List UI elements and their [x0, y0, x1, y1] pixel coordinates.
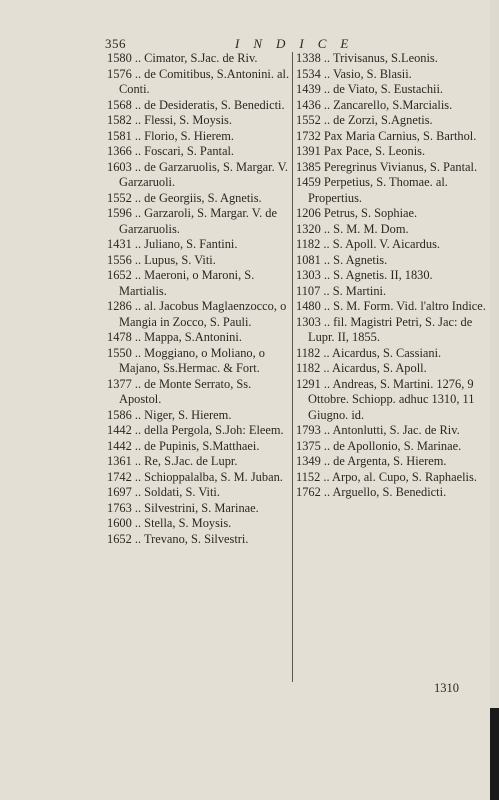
index-entry: 1478 .. Mappa, S.Antonini.	[107, 330, 242, 344]
index-entry: 1361 .. Re, S.Jac. de Lupr.	[107, 454, 238, 468]
index-entry: 1568 .. de Desideratis, S. Benedicti.	[107, 97, 285, 112]
page-title: INDICE	[235, 36, 363, 51]
index-entry: 1552 .. de Georgiis, S. Agnetis.	[107, 190, 262, 205]
index-entry: 1107 .. S. Martini.	[296, 283, 387, 298]
index-entry: 1576 .. de Comitibus, S.Antonini. al. Conti.	[107, 66, 290, 96]
index-entry: 1442 .. della Pergola, S.Joh: Eleem.	[107, 423, 284, 437]
index-entry: 1182 .. Aicardus, S. Apoll.	[296, 361, 427, 375]
index-entry: 1366 .. Foscari, S. Pantal.	[107, 144, 234, 158]
index-entry: 1793 .. Antonlutti, S. Jac. de Riv.	[296, 423, 460, 437]
index-entry: 1338 .. Trivisanus, S.Leonis.	[296, 51, 438, 65]
index-entry: 1291 .. Andreas, S. Martini. 1276, 9 Ottobre. Schiopp. adhuc 1310, 11 Giugno. id.	[296, 376, 475, 422]
index-entry: 1652 .. Trevano, S. Silvestri.	[107, 531, 249, 546]
index-entry: 1586 .. Niger, S. Hierem.	[107, 407, 232, 422]
index-entry: 1581 .. Florio, S. Hierem.	[107, 128, 234, 143]
index-entry: 1552 .. de Zorzi, S.Agnetis.	[296, 113, 433, 127]
index-entry: 1652 .. Maeroni, o Maroni, S. Martialis.	[107, 268, 255, 298]
index-entry: 1303 .. fil. Magistri Petri, S. Jac: de Lupr. II, 1855.	[296, 314, 473, 344]
index-entry: 1732 Pax Maria Carnius, S. Barthol.	[296, 128, 477, 143]
index-entry: 1152 .. Arpo, al. Cupo, S. Raphaelis.	[296, 469, 477, 484]
index-entry: 1431 .. Juliano, S. Fantini.	[107, 237, 238, 251]
index-entry: 1600 .. Stella, S. Moysis.	[107, 516, 232, 530]
index-entry: 1182 .. Aicardus, S. Cassiani.	[296, 345, 442, 360]
right-column	[296, 51, 486, 501]
scan-edge	[490, 708, 499, 800]
page-number: 356	[105, 36, 126, 51]
index-entry: 1182 .. S. Apoll. V. Aicardus.	[296, 237, 440, 251]
index-entry: 1391 Pax Pace, S. Leonis.	[296, 144, 426, 158]
running-header	[105, 36, 465, 52]
index-entry: 1480 .. S. M. Form. Vid. l'altro Indice.	[296, 299, 486, 313]
index-entry: 1375 .. de Apollonio, S. Marinae.	[296, 438, 462, 453]
index-entry: 1550 .. Moggiano, o Moliano, o Majano, Ss.Hermac. & Fort.	[107, 345, 265, 375]
index-entry: 1081 .. S. Agnetis.	[296, 252, 388, 267]
index-entry: 1303 .. S. Agnetis. II, 1830.	[296, 268, 433, 282]
index-entry: 1385 Peregrinus Vivianus, S. Pantal.	[296, 159, 478, 174]
index-entry: 1534 .. Vasio, S. Blasii.	[296, 66, 412, 81]
index-entry: 1742 .. Schioppalalba, S. M. Juban.	[107, 469, 283, 484]
index-entry: 1442 .. de Pupinis, S.Matthaei.	[107, 438, 260, 453]
index-entry: 1436 .. Zancarello, S.Marcialis.	[296, 97, 453, 112]
index-entry: 1459 Perpetius, S. Thomae. al. Propertius.	[296, 175, 448, 205]
index-entry: 1763 .. Silvestrini, S. Marinae.	[107, 500, 259, 515]
index-entry: 1697 .. Soldati, S. Viti.	[107, 485, 220, 499]
index-entry: 1349 .. de Argenta, S. Hierem.	[296, 454, 447, 468]
catchword: 1310	[434, 681, 459, 695]
index-entry: 1580 .. Cimator, S.Jac. de Riv.	[107, 51, 258, 65]
left-column	[107, 51, 293, 547]
index-entry: 1206 Petrus, S. Sophiae.	[296, 206, 418, 220]
index-entry: 1603 .. de Garzaruolis, S. Margar. V. Garzaruoli.	[107, 159, 289, 189]
index-entry: 1377 .. de Monte Serrato, Ss. Apostol.	[107, 376, 252, 406]
index-entry: 1320 .. S. M. M. Dom.	[296, 221, 409, 236]
index-entry: 1439 .. de Viato, S. Eustachii.	[296, 82, 444, 96]
index-entry: 1596 .. Garzaroli, S. Margar. V. de Garzaruolis.	[107, 206, 278, 236]
index-entry: 1556 .. Lupus, S. Viti.	[107, 252, 216, 267]
index-entry: 1582 .. Flessi, S. Moysis.	[107, 113, 232, 127]
index-entry: 1286 .. al. Jacobus Maglaenzocco, o Mangia in Zocco, S. Pauli.	[107, 299, 287, 329]
index-entry: 1762 .. Arguello, S. Benedicti.	[296, 485, 447, 499]
